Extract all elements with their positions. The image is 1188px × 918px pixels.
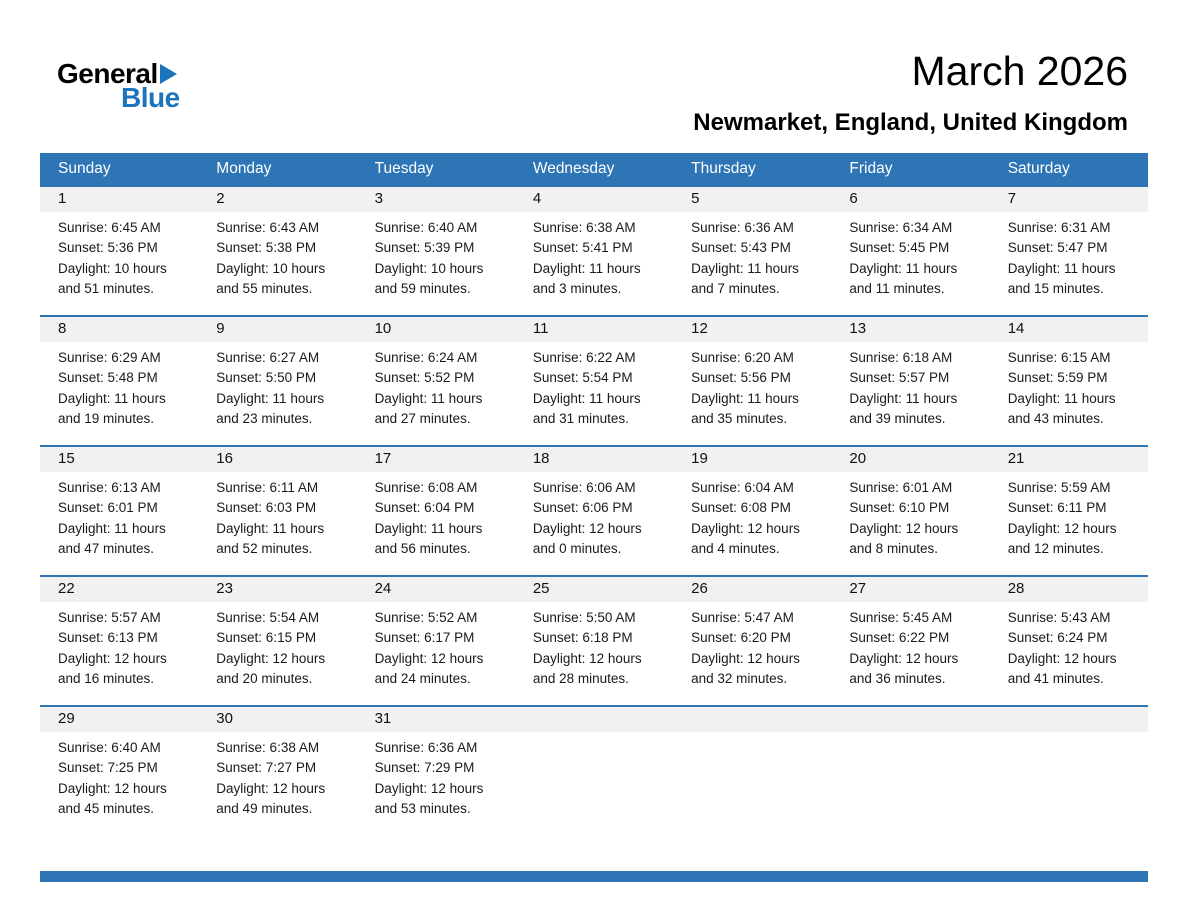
day-number: 30 <box>198 707 356 732</box>
sunrise-text: Sunrise: 6:13 AM <box>58 480 161 496</box>
sunset-text: Sunset: 6:01 PM <box>58 500 158 516</box>
daylight-text-line1: Daylight: 11 hours <box>849 260 958 276</box>
daylight-text-line2: and 55 minutes. <box>216 280 313 296</box>
day-cell <box>831 446 989 576</box>
daylight-text-line1: Daylight: 12 hours <box>374 780 484 796</box>
sunset-text: Sunset: 5:48 PM <box>58 370 158 386</box>
day-cell-body <box>198 602 356 705</box>
sunrise-text: Sunrise: 6:04 AM <box>691 480 794 496</box>
sunset-text: Sunset: 6:24 PM <box>1007 630 1108 646</box>
daylight-text-line1: Daylight: 11 hours <box>849 390 958 406</box>
day-number: 23 <box>198 577 356 602</box>
daylight-text-line2: and 19 minutes. <box>58 410 155 426</box>
daylight-text-line1: Daylight: 11 hours <box>1007 260 1116 276</box>
day-cell-body <box>515 212 673 315</box>
sunset-text: Sunset: 5:43 PM <box>691 240 791 256</box>
day-cell-body <box>673 602 831 705</box>
daylight-text-line2: and 0 minutes. <box>532 540 622 556</box>
sunrise-text: Sunrise: 5:59 AM <box>1007 480 1111 496</box>
day-number: 13 <box>831 317 989 342</box>
day-number <box>515 707 673 732</box>
day-cell <box>673 446 831 576</box>
daylight-text-line2: and 43 minutes. <box>1007 410 1104 426</box>
day-cell-body <box>515 472 673 575</box>
sunset-text: Sunset: 5:36 PM <box>58 240 158 256</box>
daylight-text-line2: and 56 minutes. <box>374 540 471 556</box>
day-cell <box>990 446 1148 576</box>
weekday-header-row <box>40 153 1148 186</box>
day-cell <box>198 706 356 835</box>
daylight-text-line1: Daylight: 12 hours <box>691 650 800 666</box>
daylight-text-line1: Daylight: 10 hours <box>58 260 167 276</box>
day-number: 16 <box>198 447 356 472</box>
sunrise-text: Sunrise: 6:15 AM <box>1007 350 1111 366</box>
day-number: 7 <box>990 187 1148 212</box>
day-number: 5 <box>673 187 831 212</box>
sunrise-text: Sunrise: 5:52 AM <box>374 610 478 626</box>
sunset-text: Sunset: 6:15 PM <box>216 630 317 646</box>
sunrise-text: Sunrise: 6:38 AM <box>532 220 636 236</box>
daylight-text-line1: Daylight: 11 hours <box>532 390 641 406</box>
title-block <box>693 48 1128 137</box>
daylight-text-line1: Daylight: 12 hours <box>691 520 800 536</box>
day-cell <box>990 186 1148 316</box>
daylight-text-line1: Daylight: 11 hours <box>58 520 166 536</box>
day-cell-body <box>990 342 1148 445</box>
day-cell-body <box>831 602 989 705</box>
day-number: 6 <box>831 187 989 212</box>
day-number: 22 <box>40 577 198 602</box>
sunset-text: Sunset: 7:25 PM <box>58 760 158 776</box>
day-cell <box>40 186 198 316</box>
sunset-text: Sunset: 5:39 PM <box>374 240 475 256</box>
daylight-text-line2: and 36 minutes. <box>849 670 946 686</box>
day-number: 27 <box>831 577 989 602</box>
logo-triangle-icon <box>160 64 177 84</box>
daylight-text-line1: Daylight: 11 hours <box>691 260 799 276</box>
sunrise-text: Sunrise: 6:38 AM <box>216 740 320 756</box>
day-cell <box>990 316 1148 446</box>
daylight-text-line2: and 59 minutes. <box>374 280 471 296</box>
day-number: 15 <box>40 447 198 472</box>
daylight-text-line2: and 23 minutes. <box>216 410 313 426</box>
day-cell-body <box>673 732 831 835</box>
sunrise-text: Sunrise: 6:24 AM <box>374 350 478 366</box>
day-cell <box>831 576 989 706</box>
day-cell <box>198 576 356 706</box>
daylight-text-line1: Daylight: 12 hours <box>849 650 959 666</box>
empty-day-cell <box>831 706 989 835</box>
day-cell <box>40 576 198 706</box>
daylight-text-line1: Daylight: 12 hours <box>216 780 326 796</box>
sunrise-text: Sunrise: 5:47 AM <box>691 610 794 626</box>
page-title: March 2026 <box>911 48 1128 94</box>
daylight-text-line2: and 41 minutes. <box>1007 670 1104 686</box>
day-cell <box>357 706 515 835</box>
sunset-text: Sunset: 6:04 PM <box>374 500 475 516</box>
day-number: 10 <box>357 317 515 342</box>
sunset-text: Sunset: 5:41 PM <box>532 240 633 256</box>
footer-accent-bar <box>40 871 1148 882</box>
weekday-header-tuesday: Tuesday <box>357 153 515 186</box>
week-row <box>40 446 1148 576</box>
day-number <box>831 707 989 732</box>
sunrise-text: Sunrise: 5:57 AM <box>58 610 161 626</box>
weekday-header-saturday: Saturday <box>990 153 1148 186</box>
sunrise-text: Sunrise: 6:29 AM <box>58 350 161 366</box>
day-cell <box>990 576 1148 706</box>
day-cell-body <box>357 472 515 575</box>
day-cell <box>357 576 515 706</box>
day-number: 4 <box>515 187 673 212</box>
page-subtitle: Newmarket, England, United Kingdom <box>693 109 1128 137</box>
empty-day-cell <box>990 706 1148 835</box>
daylight-text-line2: and 31 minutes. <box>532 410 629 426</box>
day-cell <box>515 576 673 706</box>
day-cell-body <box>673 472 831 575</box>
daylight-text-line2: and 27 minutes. <box>374 410 471 426</box>
sunrise-text: Sunrise: 6:08 AM <box>374 480 478 496</box>
daylight-text-line1: Daylight: 12 hours <box>58 780 167 796</box>
daylight-text-line1: Daylight: 10 hours <box>216 260 326 276</box>
daylight-text-line1: Daylight: 12 hours <box>374 650 484 666</box>
day-cell-body <box>40 602 198 705</box>
day-cell-body <box>831 212 989 315</box>
day-number <box>990 707 1148 732</box>
daylight-text-line2: and 35 minutes. <box>691 410 788 426</box>
logo-word-general: General <box>57 58 158 89</box>
sunrise-text: Sunrise: 5:54 AM <box>216 610 320 626</box>
daylight-text-line2: and 11 minutes. <box>849 280 945 296</box>
day-cell-body <box>673 212 831 315</box>
sunrise-text: Sunrise: 6:40 AM <box>58 740 161 756</box>
day-number: 31 <box>357 707 515 732</box>
day-cell <box>831 316 989 446</box>
day-cell <box>673 316 831 446</box>
day-cell-body <box>673 342 831 445</box>
day-cell-body <box>515 342 673 445</box>
day-cell <box>357 446 515 576</box>
day-cell-body <box>990 602 1148 705</box>
day-number: 12 <box>673 317 831 342</box>
daylight-text-line1: Daylight: 11 hours <box>1007 390 1116 406</box>
sunrise-text: Sunrise: 6:22 AM <box>532 350 636 366</box>
day-cell-body <box>831 732 989 835</box>
weekday-header-sunday: Sunday <box>40 153 198 186</box>
sunset-text: Sunset: 7:29 PM <box>374 760 475 776</box>
day-cell <box>515 446 673 576</box>
day-cell <box>673 186 831 316</box>
sunset-text: Sunset: 6:20 PM <box>691 630 791 646</box>
sunrise-text: Sunrise: 6:31 AM <box>1007 220 1111 236</box>
day-cell <box>198 186 356 316</box>
day-number: 1 <box>40 187 198 212</box>
day-number: 11 <box>515 317 673 342</box>
daylight-text-line2: and 8 minutes. <box>849 540 938 556</box>
day-cell <box>40 446 198 576</box>
sunrise-text: Sunrise: 6:11 AM <box>216 480 319 496</box>
daylight-text-line1: Daylight: 12 hours <box>216 650 326 666</box>
day-cell-body <box>357 212 515 315</box>
sunrise-text: Sunrise: 6:27 AM <box>216 350 320 366</box>
daylight-text-line1: Daylight: 11 hours <box>216 390 325 406</box>
daylight-text-line2: and 15 minutes. <box>1007 280 1104 296</box>
day-cell-body <box>198 732 356 835</box>
daylight-text-line2: and 47 minutes. <box>58 540 155 556</box>
daylight-text-line2: and 49 minutes. <box>216 800 313 816</box>
day-cell-body <box>831 472 989 575</box>
daylight-text-line2: and 24 minutes. <box>374 670 471 686</box>
page-header <box>0 0 1188 147</box>
sunrise-text: Sunrise: 5:50 AM <box>532 610 636 626</box>
day-cell-body <box>40 732 198 835</box>
sunset-text: Sunset: 6:11 PM <box>1007 500 1107 516</box>
sunrise-text: Sunrise: 6:20 AM <box>691 350 794 366</box>
day-number: 3 <box>357 187 515 212</box>
sunset-text: Sunset: 6:13 PM <box>58 630 158 646</box>
empty-day-cell <box>515 706 673 835</box>
sunset-text: Sunset: 6:18 PM <box>532 630 633 646</box>
daylight-text-line2: and 51 minutes. <box>58 280 155 296</box>
daylight-text-line2: and 32 minutes. <box>691 670 788 686</box>
day-number: 20 <box>831 447 989 472</box>
day-cell <box>357 316 515 446</box>
sunrise-text: Sunrise: 6:40 AM <box>374 220 478 236</box>
sunset-text: Sunset: 7:27 PM <box>216 760 317 776</box>
sunset-text: Sunset: 5:52 PM <box>374 370 475 386</box>
sunrise-text: Sunrise: 6:18 AM <box>849 350 953 366</box>
day-cell-body <box>990 472 1148 575</box>
day-cell <box>673 576 831 706</box>
day-cell-body <box>990 212 1148 315</box>
daylight-text-line2: and 16 minutes. <box>58 670 155 686</box>
sunset-text: Sunset: 5:45 PM <box>849 240 950 256</box>
sunset-text: Sunset: 5:50 PM <box>216 370 317 386</box>
daylight-text-line1: Daylight: 12 hours <box>849 520 959 536</box>
day-number: 14 <box>990 317 1148 342</box>
sunset-text: Sunset: 6:10 PM <box>849 500 950 516</box>
day-number: 24 <box>357 577 515 602</box>
day-number: 25 <box>515 577 673 602</box>
day-number: 26 <box>673 577 831 602</box>
day-cell <box>515 186 673 316</box>
sunset-text: Sunset: 6:03 PM <box>216 500 317 516</box>
sunset-text: Sunset: 5:57 PM <box>849 370 950 386</box>
logo-word-blue: Blue <box>121 82 180 113</box>
daylight-text-line1: Daylight: 11 hours <box>532 260 641 276</box>
day-cell <box>198 446 356 576</box>
daylight-text-line1: Daylight: 11 hours <box>374 390 483 406</box>
day-number: 9 <box>198 317 356 342</box>
day-cell-body <box>357 602 515 705</box>
week-row <box>40 576 1148 706</box>
daylight-text-line1: Daylight: 12 hours <box>1007 650 1117 666</box>
daylight-text-line2: and 12 minutes. <box>1007 540 1104 556</box>
daylight-text-line1: Daylight: 12 hours <box>532 520 642 536</box>
day-cell <box>40 316 198 446</box>
day-cell-body <box>831 342 989 445</box>
sunset-text: Sunset: 5:47 PM <box>1007 240 1108 256</box>
day-cell-body <box>40 342 198 445</box>
daylight-text-line2: and 20 minutes. <box>216 670 313 686</box>
day-number: 18 <box>515 447 673 472</box>
day-number <box>673 707 831 732</box>
day-cell-body <box>198 212 356 315</box>
daylight-text-line2: and 52 minutes. <box>216 540 313 556</box>
sunrise-text: Sunrise: 5:45 AM <box>849 610 953 626</box>
day-number: 19 <box>673 447 831 472</box>
sunset-text: Sunset: 6:22 PM <box>849 630 950 646</box>
daylight-text-line2: and 4 minutes. <box>691 540 780 556</box>
daylight-text-line2: and 45 minutes. <box>58 800 155 816</box>
weekday-header-thursday: Thursday <box>673 153 831 186</box>
day-cell-body <box>515 602 673 705</box>
empty-day-cell <box>673 706 831 835</box>
day-number: 28 <box>990 577 1148 602</box>
sunrise-text: Sunrise: 6:01 AM <box>849 480 953 496</box>
sunrise-text: Sunrise: 5:43 AM <box>1007 610 1111 626</box>
day-cell-body <box>515 732 673 835</box>
day-cell-body <box>40 472 198 575</box>
daylight-text-line1: Daylight: 12 hours <box>1007 520 1117 536</box>
sunset-text: Sunset: 5:59 PM <box>1007 370 1108 386</box>
sunset-text: Sunset: 6:08 PM <box>691 500 791 516</box>
sunset-text: Sunset: 6:06 PM <box>532 500 633 516</box>
daylight-text-line1: Daylight: 11 hours <box>374 520 483 536</box>
daylight-text-line2: and 39 minutes. <box>849 410 946 426</box>
calendar-table <box>40 153 1148 835</box>
sunrise-text: Sunrise: 6:34 AM <box>849 220 953 236</box>
weekday-header-friday: Friday <box>831 153 989 186</box>
day-number: 2 <box>198 187 356 212</box>
day-cell-body <box>990 732 1148 835</box>
daylight-text-line2: and 3 minutes. <box>532 280 622 296</box>
day-number: 29 <box>40 707 198 732</box>
daylight-text-line1: Daylight: 12 hours <box>532 650 642 666</box>
daylight-text-line1: Daylight: 11 hours <box>58 390 166 406</box>
sunset-text: Sunset: 6:17 PM <box>374 630 475 646</box>
day-cell <box>40 706 198 835</box>
week-row <box>40 706 1148 835</box>
day-number: 21 <box>990 447 1148 472</box>
daylight-text-line2: and 28 minutes. <box>532 670 629 686</box>
daylight-text-line1: Daylight: 11 hours <box>691 390 799 406</box>
daylight-text-line2: and 7 minutes. <box>691 280 780 296</box>
day-cell <box>515 316 673 446</box>
sunrise-text: Sunrise: 6:06 AM <box>532 480 636 496</box>
day-cell <box>357 186 515 316</box>
sunrise-text: Sunrise: 6:45 AM <box>58 220 161 236</box>
day-number: 17 <box>357 447 515 472</box>
weekday-header-wednesday: Wednesday <box>515 153 673 186</box>
day-number: 8 <box>40 317 198 342</box>
sunset-text: Sunset: 5:56 PM <box>691 370 791 386</box>
weekday-header-monday: Monday <box>198 153 356 186</box>
sunrise-text: Sunrise: 6:43 AM <box>216 220 320 236</box>
sunset-text: Sunset: 5:54 PM <box>532 370 633 386</box>
general-blue-logo <box>57 48 180 112</box>
sunset-text: Sunset: 5:38 PM <box>216 240 317 256</box>
day-cell-body <box>357 342 515 445</box>
day-cell-body <box>198 342 356 445</box>
day-cell-body <box>40 212 198 315</box>
daylight-text-line1: Daylight: 12 hours <box>58 650 167 666</box>
daylight-text-line2: and 53 minutes. <box>374 800 471 816</box>
daylight-text-line1: Daylight: 11 hours <box>216 520 325 536</box>
week-row <box>40 316 1148 446</box>
day-cell <box>198 316 356 446</box>
sunrise-text: Sunrise: 6:36 AM <box>374 740 478 756</box>
sunrise-text: Sunrise: 6:36 AM <box>691 220 794 236</box>
week-row <box>40 186 1148 316</box>
daylight-text-line1: Daylight: 10 hours <box>374 260 484 276</box>
day-cell <box>831 186 989 316</box>
day-cell-body <box>198 472 356 575</box>
day-cell-body <box>357 732 515 835</box>
